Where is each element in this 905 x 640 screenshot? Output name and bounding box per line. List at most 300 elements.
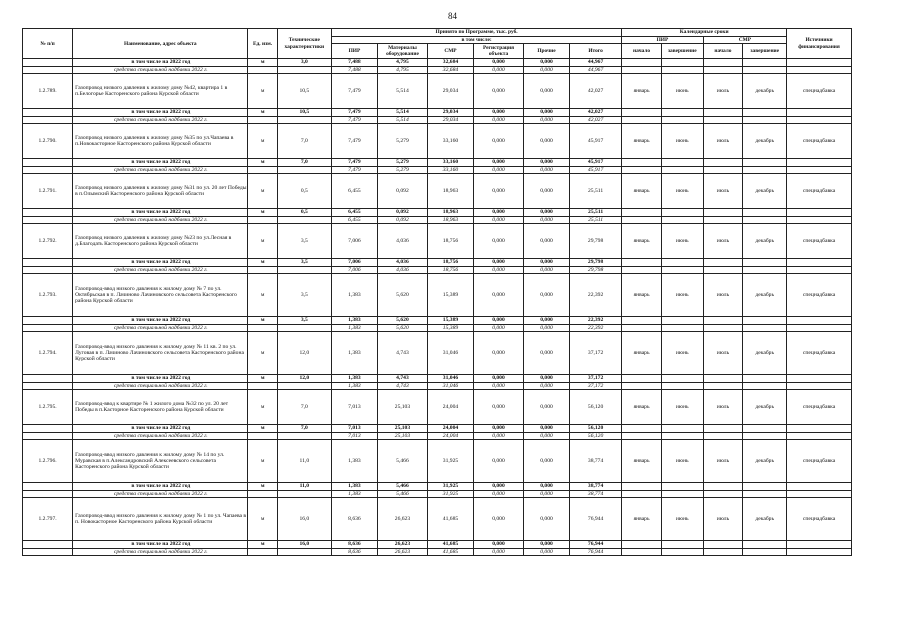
- row-num: [23, 159, 73, 167]
- row-smr-end: [743, 116, 787, 124]
- row-total: 37,172: [569, 375, 621, 383]
- row-reg: 0,000: [473, 548, 523, 556]
- row-name: в том числе на 2022 год: [73, 159, 248, 167]
- row-unit: м: [248, 541, 277, 549]
- row-pir-start: январь: [622, 224, 662, 259]
- table-row: [23, 266, 852, 274]
- row-pir-start: [622, 324, 662, 332]
- table-row: [23, 159, 852, 167]
- row-name: в том числе на 2022 год: [73, 259, 248, 267]
- row-pir-end: июнь: [661, 332, 703, 375]
- table-row: [23, 390, 852, 425]
- row-other: 0,000: [524, 390, 570, 425]
- table-row: [23, 332, 852, 375]
- row-smr: 31,925: [428, 440, 474, 483]
- row-tech: 16,0: [277, 498, 331, 541]
- row-smr: 31,046: [428, 332, 474, 375]
- row-unit: м: [248, 332, 277, 375]
- row-materials: 5,279: [377, 166, 427, 174]
- row-pir-end: июнь: [661, 440, 703, 483]
- row-num: [23, 209, 73, 217]
- row-smr-start: [703, 483, 743, 491]
- table-row: [23, 109, 852, 117]
- row-smr-start: июль: [703, 124, 743, 159]
- header-pir-end: завершение: [661, 44, 703, 59]
- table-row: [23, 375, 852, 383]
- row-smr: 41,685: [428, 548, 474, 556]
- row-name: Газопровод низкого давления к жилому дому №31 по ул. 20 лет Победы в п.Олымский Касторенского района Курской области: [73, 174, 248, 209]
- row-pir-end: [661, 541, 703, 549]
- row-unit: [248, 266, 277, 274]
- row-smr-end: [743, 541, 787, 549]
- row-smr-end: [743, 382, 787, 390]
- row-unit: м: [248, 59, 277, 67]
- row-materials: 5,620: [377, 317, 427, 325]
- row-smr-start: [703, 317, 743, 325]
- row-num: [23, 116, 73, 124]
- header-name: Наименование, адрес объекта: [73, 29, 248, 59]
- row-pir: 7,479: [331, 109, 377, 117]
- table-row: [23, 548, 852, 556]
- row-num: [23, 375, 73, 383]
- row-smr-end: [743, 109, 787, 117]
- row-pir-end: [661, 382, 703, 390]
- row-smr-start: [703, 382, 743, 390]
- row-other: 0,000: [524, 59, 570, 67]
- row-smr-start: [703, 548, 743, 556]
- row-materials: 5,514: [377, 116, 427, 124]
- row-tech: 3,0: [277, 59, 331, 67]
- row-total: 25,511: [569, 216, 621, 224]
- table-row: [23, 74, 852, 109]
- row-pir-end: [661, 116, 703, 124]
- row-name: средства специальной надбавки 2022 г.: [73, 382, 248, 390]
- row-num: [23, 66, 73, 74]
- row-other: 0,000: [524, 266, 570, 274]
- header-reg: Регистрация объекта: [473, 44, 523, 59]
- row-unit: [248, 548, 277, 556]
- header-cal-smr: СМР: [703, 37, 787, 44]
- row-pir-end: [661, 375, 703, 383]
- row-tech: 11,0: [277, 483, 331, 491]
- row-name: средства специальной надбавки 2022 г.: [73, 490, 248, 498]
- row-pir-start: [622, 375, 662, 383]
- row-smr-end: [743, 259, 787, 267]
- row-materials: 5,620: [377, 324, 427, 332]
- row-pir: 1,383: [331, 274, 377, 317]
- row-materials: 5,514: [377, 74, 427, 109]
- row-smr-end: [743, 324, 787, 332]
- row-name: Газопровод-ввод низкого давления к жилому дому № 1 по ул. Чапаева в п. Новокасторное Касторенского района Курской области: [73, 498, 248, 541]
- row-reg: 0,000: [473, 266, 523, 274]
- row-materials: 5,620: [377, 274, 427, 317]
- row-pir-start: [622, 382, 662, 390]
- row-num: 1.2.795.: [23, 390, 73, 425]
- row-num: 1.2.797.: [23, 498, 73, 541]
- row-smr-start: [703, 159, 743, 167]
- row-smr: 33,160: [428, 124, 474, 159]
- row-unit: м: [248, 317, 277, 325]
- row-name: средства специальной надбавки 2022 г.: [73, 216, 248, 224]
- row-pir-start: январь: [622, 74, 662, 109]
- row-materials: 4,743: [377, 375, 427, 383]
- row-smr: 18,756: [428, 259, 474, 267]
- row-smr: 15,389: [428, 317, 474, 325]
- row-reg: 0,000: [473, 174, 523, 209]
- row-smr: 29,034: [428, 116, 474, 124]
- row-pir-start: январь: [622, 390, 662, 425]
- row-reg: 0,000: [473, 159, 523, 167]
- row-num: 1.2.789.: [23, 74, 73, 109]
- row-materials: 4,743: [377, 332, 427, 375]
- row-tech: 3,5: [277, 317, 331, 325]
- row-num: [23, 317, 73, 325]
- row-total: 56,120: [569, 390, 621, 425]
- row-pir-start: [622, 541, 662, 549]
- row-smr-start: [703, 266, 743, 274]
- row-pir-start: [622, 216, 662, 224]
- row-pir: 8,636: [331, 541, 377, 549]
- row-pir: 7,479: [331, 124, 377, 159]
- row-name: в том числе на 2022 год: [73, 209, 248, 217]
- row-tech: [277, 116, 331, 124]
- row-source: [787, 109, 852, 117]
- row-reg: 0,000: [473, 375, 523, 383]
- row-unit: м: [248, 209, 277, 217]
- row-pir-end: [661, 166, 703, 174]
- row-num: [23, 432, 73, 440]
- row-materials: 0,092: [377, 216, 427, 224]
- row-name: в том числе на 2022 год: [73, 109, 248, 117]
- row-pir: 6,455: [331, 174, 377, 209]
- row-pir-start: январь: [622, 274, 662, 317]
- row-other: 0,000: [524, 432, 570, 440]
- row-pir-end: июнь: [661, 390, 703, 425]
- row-num: [23, 541, 73, 549]
- row-smr: 41,685: [428, 541, 474, 549]
- row-tech: 0,5: [277, 209, 331, 217]
- row-pir: 7,006: [331, 259, 377, 267]
- row-reg: 0,000: [473, 224, 523, 259]
- row-num: [23, 259, 73, 267]
- row-pir-end: июнь: [661, 498, 703, 541]
- table-row: [23, 224, 852, 259]
- row-total: 42,027: [569, 109, 621, 117]
- table-row: [23, 124, 852, 159]
- row-pir-start: [622, 66, 662, 74]
- row-reg: 0,000: [473, 274, 523, 317]
- row-pir-end: [661, 109, 703, 117]
- row-smr: 31,925: [428, 490, 474, 498]
- row-smr-start: [703, 109, 743, 117]
- row-other: 0,000: [524, 124, 570, 159]
- row-num: [23, 59, 73, 67]
- row-pir-end: июнь: [661, 274, 703, 317]
- row-reg: 0,000: [473, 490, 523, 498]
- row-name: в том числе на 2022 год: [73, 59, 248, 67]
- row-materials: 4,036: [377, 266, 427, 274]
- row-total: 22,392: [569, 274, 621, 317]
- row-materials: 25,103: [377, 425, 427, 433]
- row-smr: 18,963: [428, 216, 474, 224]
- row-smr-start: июль: [703, 224, 743, 259]
- row-num: [23, 166, 73, 174]
- row-other: 0,000: [524, 440, 570, 483]
- row-name: Газопровод-ввод к квартире № 1 жилого дома №32 по ул. 20 лет Победы в п.Касторное Касторенского района Курской области: [73, 390, 248, 425]
- row-pir-end: [661, 259, 703, 267]
- row-name: Газопровод низкого давления к жилому дому №23 по ул.Лесная в д.Благодать Касторенского района Курской области: [73, 224, 248, 259]
- row-unit: м: [248, 425, 277, 433]
- row-smr-end: [743, 483, 787, 491]
- row-name: средства специальной надбавки 2022 г.: [73, 266, 248, 274]
- header-source: Источники финансирования: [787, 29, 852, 59]
- table-row: [23, 66, 852, 74]
- row-total: 25,511: [569, 209, 621, 217]
- row-unit: м: [248, 390, 277, 425]
- row-smr-start: [703, 59, 743, 67]
- row-smr: 15,389: [428, 324, 474, 332]
- row-num: [23, 324, 73, 332]
- row-tech: 12,0: [277, 375, 331, 383]
- row-tech: 16,0: [277, 541, 331, 549]
- row-pir-end: [661, 209, 703, 217]
- row-smr-end: [743, 159, 787, 167]
- header-smr-end: завершение: [743, 44, 787, 59]
- table-row: [23, 541, 852, 549]
- row-pir-end: июнь: [661, 174, 703, 209]
- row-pir-end: июнь: [661, 74, 703, 109]
- row-source: [787, 66, 852, 74]
- row-name: средства специальной надбавки 2022 г.: [73, 432, 248, 440]
- row-smr-start: [703, 66, 743, 74]
- row-tech: 3,5: [277, 224, 331, 259]
- row-pir-start: январь: [622, 440, 662, 483]
- row-unit: м: [248, 259, 277, 267]
- row-pir-start: [622, 116, 662, 124]
- row-pir-end: июнь: [661, 124, 703, 159]
- row-reg: 0,000: [473, 498, 523, 541]
- row-name: Газопровод низкого давления к жилому дому №35 по ул.Чапаева в п.Новокасторное Касторенского района Курской области: [73, 124, 248, 159]
- table-row: [23, 174, 852, 209]
- row-source: спецнадбавка: [787, 224, 852, 259]
- row-total: 56,120: [569, 432, 621, 440]
- row-source: спецнадбавка: [787, 74, 852, 109]
- row-num: [23, 548, 73, 556]
- row-unit: м: [248, 440, 277, 483]
- row-smr-start: [703, 166, 743, 174]
- row-unit: [248, 66, 277, 74]
- row-smr: 29,034: [428, 74, 474, 109]
- row-reg: 0,000: [473, 440, 523, 483]
- row-name: в том числе на 2022 год: [73, 317, 248, 325]
- row-unit: [248, 490, 277, 498]
- row-source: [787, 541, 852, 549]
- row-name: в том числе на 2022 год: [73, 375, 248, 383]
- header-unit: Ед. изм.: [248, 29, 277, 59]
- row-total: 29,798: [569, 259, 621, 267]
- row-num: 1.2.794.: [23, 332, 73, 375]
- header-total: Итого: [569, 44, 621, 59]
- row-unit: м: [248, 274, 277, 317]
- row-tech: [277, 66, 331, 74]
- row-name: средства специальной надбавки 2022 г.: [73, 116, 248, 124]
- row-unit: м: [248, 224, 277, 259]
- row-other: 0,000: [524, 159, 570, 167]
- row-reg: 0,000: [473, 66, 523, 74]
- table-row: [23, 116, 852, 124]
- row-name: средства специальной надбавки 2022 г.: [73, 324, 248, 332]
- row-total: 76,944: [569, 498, 621, 541]
- row-smr: 24,004: [428, 390, 474, 425]
- row-smr: 33,160: [428, 166, 474, 174]
- table-row: [23, 166, 852, 174]
- table-row: [23, 216, 852, 224]
- row-pir: 7,488: [331, 66, 377, 74]
- row-materials: 25,103: [377, 390, 427, 425]
- row-num: [23, 216, 73, 224]
- row-total: 45,917: [569, 159, 621, 167]
- row-smr-end: декабрь: [743, 74, 787, 109]
- row-reg: 0,000: [473, 259, 523, 267]
- row-other: 0,000: [524, 216, 570, 224]
- row-source: спецнадбавка: [787, 498, 852, 541]
- row-materials: 5,279: [377, 124, 427, 159]
- row-tech: [277, 266, 331, 274]
- table-row: [23, 317, 852, 325]
- row-name: средства специальной надбавки 2022 г.: [73, 166, 248, 174]
- row-source: спецнадбавка: [787, 332, 852, 375]
- row-smr-end: [743, 432, 787, 440]
- row-unit: [248, 216, 277, 224]
- row-reg: 0,000: [473, 432, 523, 440]
- row-source: [787, 59, 852, 67]
- row-smr: 32,684: [428, 59, 474, 67]
- row-tech: [277, 166, 331, 174]
- row-smr-start: [703, 490, 743, 498]
- row-source: спецнадбавка: [787, 274, 852, 317]
- row-pir-end: [661, 490, 703, 498]
- row-source: [787, 259, 852, 267]
- row-source: [787, 166, 852, 174]
- row-tech: 10,5: [277, 109, 331, 117]
- row-other: 0,000: [524, 116, 570, 124]
- row-materials: 26,623: [377, 548, 427, 556]
- row-reg: 0,000: [473, 59, 523, 67]
- row-smr-end: [743, 59, 787, 67]
- row-pir-end: [661, 216, 703, 224]
- row-smr-start: июль: [703, 74, 743, 109]
- row-tech: [277, 382, 331, 390]
- row-smr: 18,756: [428, 266, 474, 274]
- row-reg: 0,000: [473, 541, 523, 549]
- row-smr-start: [703, 209, 743, 217]
- row-source: спецнадбавка: [787, 390, 852, 425]
- row-reg: 0,000: [473, 425, 523, 433]
- row-tech: [277, 548, 331, 556]
- row-other: 0,000: [524, 541, 570, 549]
- row-smr-end: декабрь: [743, 224, 787, 259]
- row-smr-start: июль: [703, 390, 743, 425]
- row-smr-end: [743, 216, 787, 224]
- row-reg: 0,000: [473, 124, 523, 159]
- row-total: 29,798: [569, 224, 621, 259]
- row-pir: 7,013: [331, 432, 377, 440]
- row-tech: [277, 432, 331, 440]
- row-tech: 7,0: [277, 425, 331, 433]
- row-smr-end: декабрь: [743, 390, 787, 425]
- row-unit: м: [248, 159, 277, 167]
- row-num: 1.2.791.: [23, 174, 73, 209]
- row-materials: 26,623: [377, 541, 427, 549]
- row-name: Газопровод низкого давления к жилому дому №42, квартира 1 в п.Белогорье Касторенского района Курской области: [73, 74, 248, 109]
- row-smr-start: [703, 216, 743, 224]
- row-smr: 18,756: [428, 224, 474, 259]
- row-smr-start: [703, 259, 743, 267]
- row-smr-end: декабрь: [743, 498, 787, 541]
- row-pir-start: [622, 59, 662, 67]
- row-pir: 1,383: [331, 490, 377, 498]
- row-materials: 26,623: [377, 498, 427, 541]
- row-smr-end: [743, 209, 787, 217]
- row-other: 0,000: [524, 259, 570, 267]
- table-body: [23, 59, 852, 556]
- row-pir-end: [661, 266, 703, 274]
- row-source: спецнадбавка: [787, 440, 852, 483]
- row-smr-start: [703, 324, 743, 332]
- row-materials: 0,092: [377, 174, 427, 209]
- row-pir: 1,383: [331, 324, 377, 332]
- row-pir-end: [661, 317, 703, 325]
- row-other: 0,000: [524, 317, 570, 325]
- table-row: [23, 498, 852, 541]
- row-total: 76,944: [569, 541, 621, 549]
- row-smr-end: [743, 266, 787, 274]
- row-tech: 7,0: [277, 390, 331, 425]
- row-smr-end: декабрь: [743, 274, 787, 317]
- row-pir-start: январь: [622, 124, 662, 159]
- row-other: 0,000: [524, 166, 570, 174]
- row-source: [787, 382, 852, 390]
- row-pir: 7,013: [331, 390, 377, 425]
- row-materials: 4,036: [377, 259, 427, 267]
- header-calendar: Календарные сроки: [622, 29, 787, 37]
- row-other: 0,000: [524, 324, 570, 332]
- row-source: [787, 548, 852, 556]
- row-other: 0,000: [524, 498, 570, 541]
- header-smr-start: начало: [703, 44, 743, 59]
- row-pir-start: [622, 548, 662, 556]
- header-materials: Материалы оборудование: [377, 44, 427, 59]
- row-num: [23, 425, 73, 433]
- row-pir-start: [622, 432, 662, 440]
- row-pir-end: [661, 483, 703, 491]
- row-smr-end: [743, 375, 787, 383]
- row-other: 0,000: [524, 274, 570, 317]
- row-total: 29,798: [569, 266, 621, 274]
- row-tech: 10,5: [277, 74, 331, 109]
- row-pir: 7,006: [331, 224, 377, 259]
- row-smr: 29,034: [428, 109, 474, 117]
- row-smr-start: [703, 541, 743, 549]
- row-source: спецнадбавка: [787, 124, 852, 159]
- row-smr-end: [743, 425, 787, 433]
- row-total: 42,027: [569, 74, 621, 109]
- row-name: в том числе на 2022 год: [73, 483, 248, 491]
- row-pir-start: [622, 166, 662, 174]
- row-pir: 8,636: [331, 498, 377, 541]
- header-pir: ПИР: [331, 44, 377, 59]
- row-other: 0,000: [524, 66, 570, 74]
